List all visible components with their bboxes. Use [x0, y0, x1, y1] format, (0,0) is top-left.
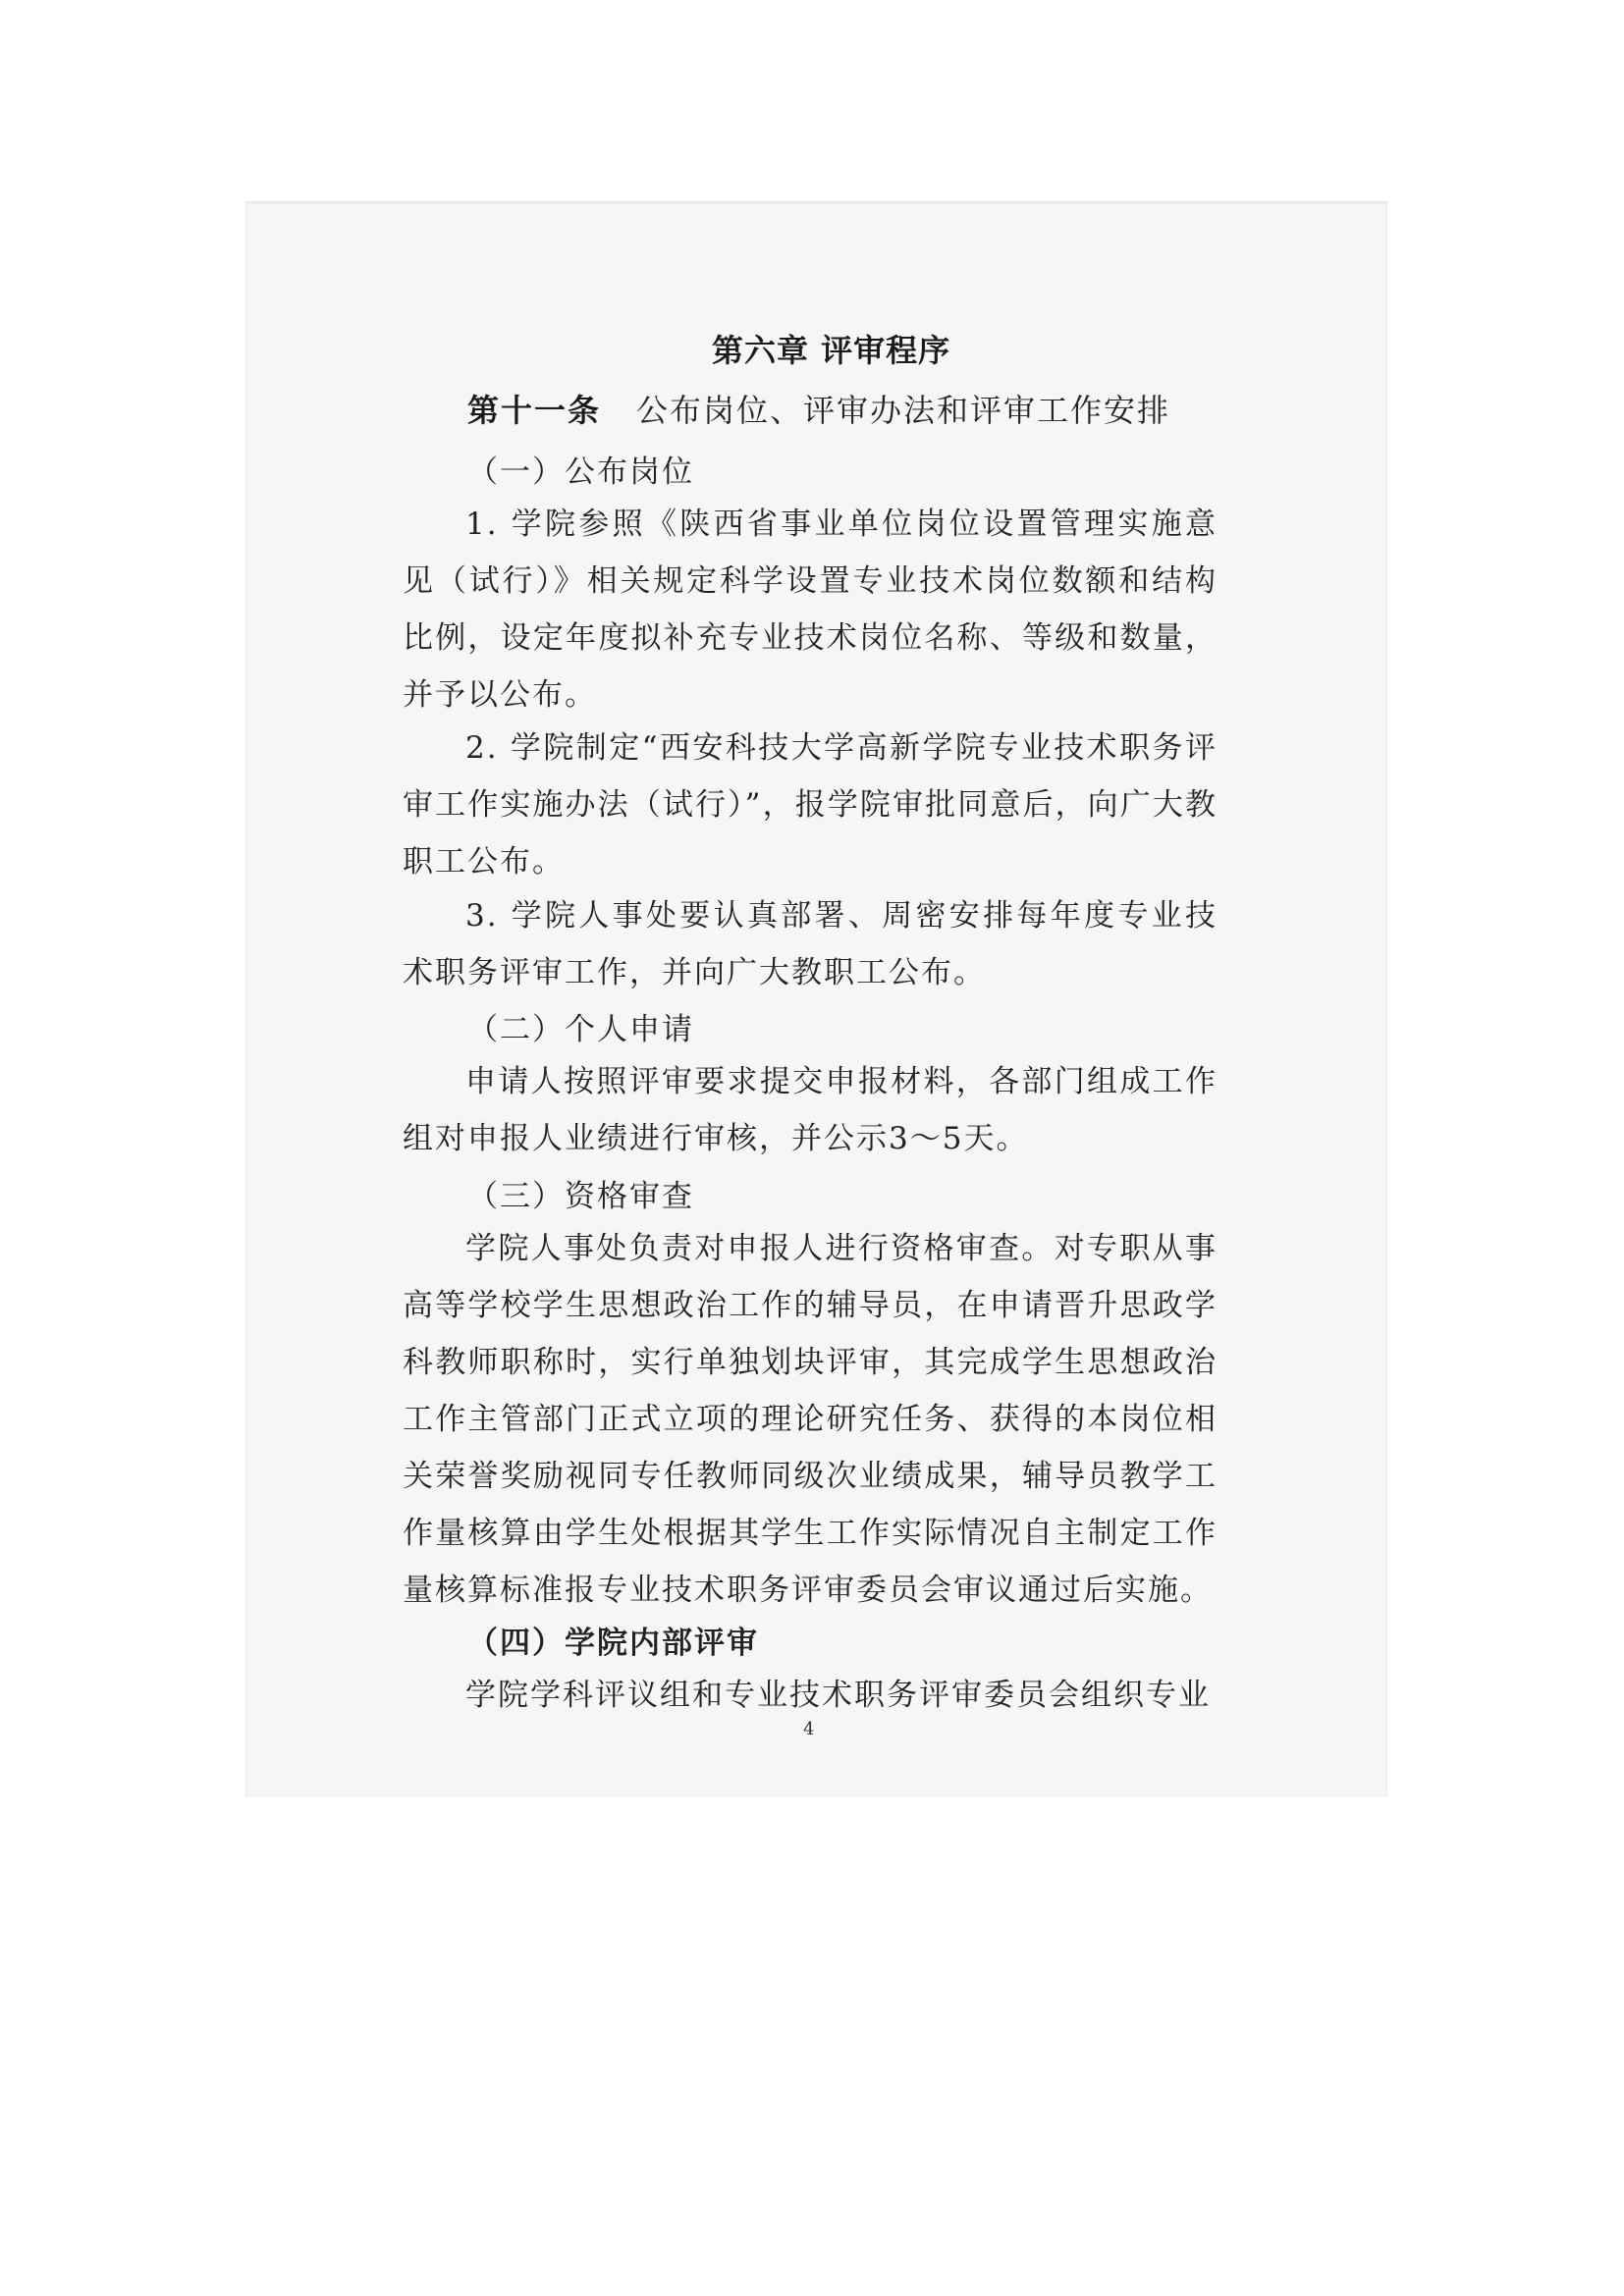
paragraph-3-1: 学院人事处负责对申报人进行资格审查。对专职从事高等学校学生思想政治工作的辅导员，在申请晋升思政学科教师职称时，实行单独划块评审，其完成学生思想政治工作主管部门正式立项的理论研究任务、获得的本岗位相关荣誉奖励视同专任教师同级次业绩成果，辅导员教学工作量核算由学生处根据其学生工作实际情况自主制定工作量核算标准报专业技术职务评审委员会审议通过后实施。 [403, 1231, 1218, 1608]
article-title: 公布岗位、评审办法和评审工作安排 [636, 392, 1171, 429]
article-number: 第十一条 [467, 392, 602, 429]
paragraph-2-1: 申请人按照评审要求提交申报材料，各部门组成工作组对申报人业绩进行审核，并公示3～5天。 [403, 1064, 1218, 1156]
paragraph-1-1: 1. 学院参照《陕西省事业单位岗位设置管理实施意见（试行）》相关规定科学设置专业技术岗位数额和结构比例，设定年度拟补充专业技术岗位名称、等级和数量，并予以公布。 [403, 507, 1218, 713]
article-heading [467, 386, 1170, 431]
section-heading-4: （四）学院内部评审 [467, 1626, 759, 1661]
paragraph-1-3: 3. 学院人事处要认真部署、周密安排每年度专业技术职务评审工作，并向广大教职工公布。 [403, 898, 1218, 990]
scan-edge [245, 201, 1387, 205]
chapter-title: 第六章 评审程序 [712, 332, 951, 369]
paragraph-1-2: 2. 学院制定“西安科技大学高新学院专业技术职务评审工作实施办法（试行）”，报学院审批同意后，向广大教职工公布。 [403, 730, 1218, 880]
section-heading-1: （一）公布岗位 [467, 454, 694, 490]
paragraph-4-1: 学院学科评议组和专业技术职务评审委员会组织专业 [465, 1678, 1211, 1713]
page-number: 4 [803, 1719, 815, 1739]
section-heading-3: （三）资格审查 [467, 1179, 694, 1214]
section-heading-2: （二）个人申请 [467, 1012, 694, 1047]
